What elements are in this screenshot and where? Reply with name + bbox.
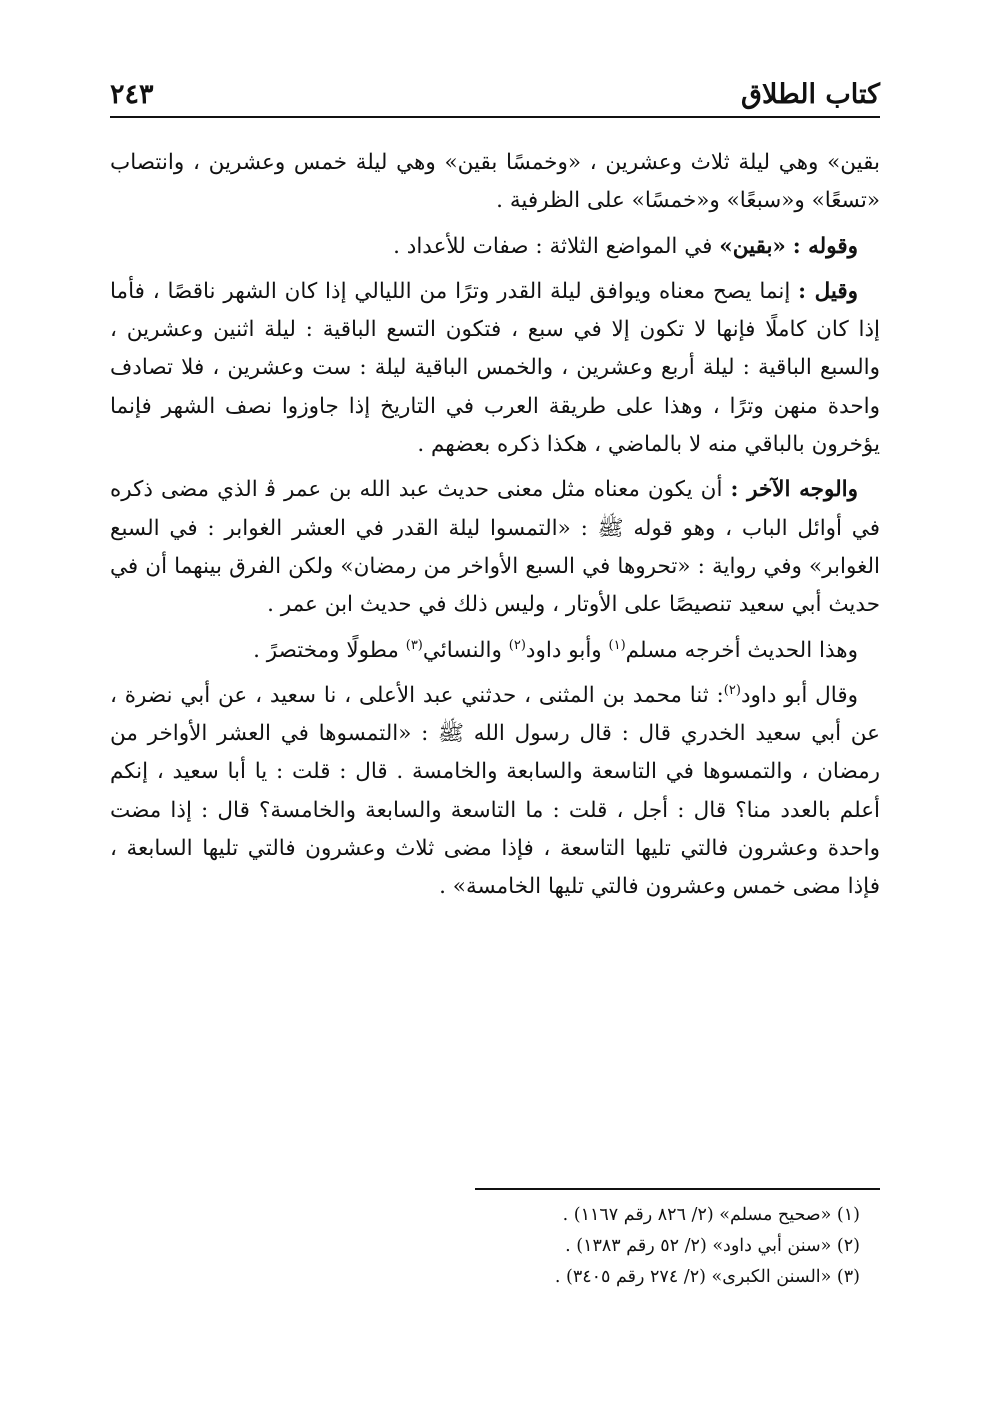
chapter-title: كتاب الطلاق [741,79,880,110]
paragraph-6 [110,677,880,907]
footnote-2: (٢) «سنن أبي داود» (٢/ ٥٢ رقم ١٣٨٣) . [565,1236,860,1256]
paragraph-text: في المواضع الثلاثة : صفات للأعداد . [393,233,713,259]
bold-phrase: «بقين» [719,233,786,259]
paragraph-text: بقين» وهي ليلة ثلاث وعشرين ، «وخمسًا بقين» وهي ليلة خمس وعشرين ، وانتصاب «تسعًا» و«سبعًا» و«خمسًا» على الظرفية . [110,150,880,214]
paragraph-3 [110,273,880,464]
header-rule [110,116,880,118]
paragraph-lead: وقيل : [798,278,859,304]
paragraph-text: وأبو داود [525,637,609,663]
body-text [110,144,880,914]
footnote-ref[interactable]: (٣) [405,637,423,653]
paragraph-text: إنما يصح معناه ويوافق ليلة القدر وترًا من الليالي إذا كان الشهر ناقصًا ، فأما إذا كان كاملًا فإنها لا تكون إلا في سبع ، فتكون التسع الباقية : ليلة اثنين وعشرين ، والسبع الباقية : ليلة أربع وعشرين ، والخمس الباقية ليلة : ست وعشرين ، فلا تصادف واحدة منهن وترًا ، وهذا على طريقة العرب في التاريخ إذا جاوزوا نصف الشهر فإنما يؤخرون بالباقي منه لا بالماضي ، هكذا ذكره بعضهم . [110,278,880,458]
running-header [110,60,880,108]
paragraph-text: مطولًا ومختصرً . [253,637,406,663]
page [110,50,880,1370]
footnote-ref[interactable]: (٢) [508,637,526,653]
paragraph-5 [110,632,880,670]
paragraph-4 [110,471,880,624]
paragraph-text: وقال أبو داود [740,682,858,708]
footnote-rule [475,1188,880,1190]
paragraph-2 [110,228,880,266]
paragraph-text: وهذا الحديث أخرجه مسلم [625,637,858,663]
footnote-3: (٣) «السنن الكبرى» (٢/ ٢٧٤ رقم ٣٤٠٥) . [554,1267,860,1287]
footnote-1: (١) «صحيح مسلم» (٢/ ٨٢٦ رقم ١١٦٧) . [562,1205,860,1225]
paragraph-lead: والوجه الآخر : [730,477,858,503]
paragraph-1 [110,144,880,221]
paragraph-lead: وقوله : [792,233,858,259]
footnote-ref[interactable]: (٢) [723,682,741,698]
paragraph-text: أن يكون معناه مثل معنى حديث عبد الله بن عمر ﭬ الذي مضى ذكره في أوائل الباب ، وهو قوله ﷺ : «التمسوا ليلة القدر في العشر الغوابر : في السبع الغوابر» وفي رواية : «تحروها في السبع الأواخر من رمضان» ولكن الفرق بينهما أن في حديث أبي سعيد تنصيصًا على الأوتار ، وليس ذلك في حديث ابن عمر . [110,477,880,618]
footnote-ref[interactable]: (١) [608,637,626,653]
paragraph-text: والنسائي [422,637,509,663]
paragraph-text: : ثنا محمد بن المثنى ، حدثني عبد الأعلى ، نا سعيد ، عن أبي نضرة ، عن أبي سعيد الخدري قال : قال رسول الله ﷺ : «التمسوها في العشر الأواخر من رمضان ، والتمسوها في التاسعة والسابعة والخامسة . قال : قلت : يا أبا سعيد ، إنكم أعلم بالعدد منا؟ قال : أجل ، قلت : ما التاسعة والسابعة والخامسة؟ قال : إذا مضت واحدة وعشرون فالتي تليها التاسعة ، فإذا مضى ثلاث وعشرون فالتي تليها السابعة ، فإذا مضى خمس وعشرون فالتي تليها الخامسة» . [110,682,880,900]
footnotes [110,1200,880,1293]
page-number: ٢٤٣ [110,79,154,110]
